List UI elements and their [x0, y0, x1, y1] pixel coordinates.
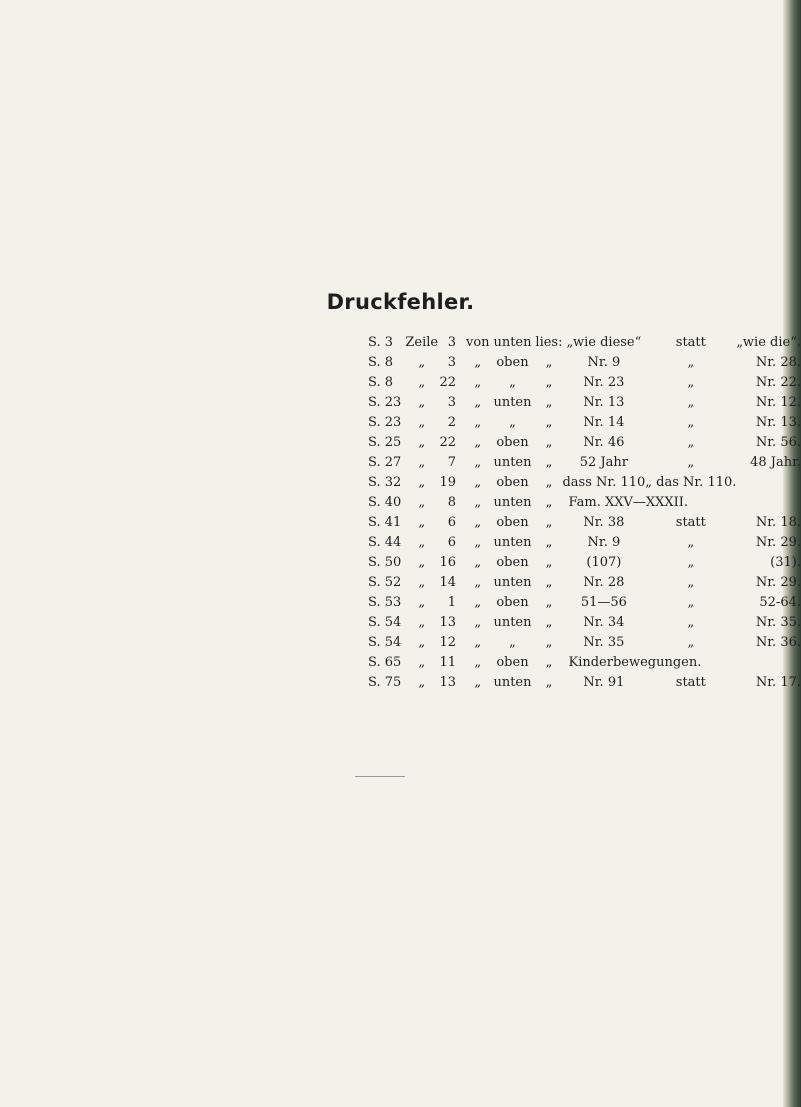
errata-page: S. 23 — [368, 415, 402, 430]
errata-page: S. 54 — [368, 615, 402, 630]
errata-ditto: „ — [418, 435, 426, 450]
errata-ditto: „ — [418, 395, 426, 410]
errata-ditto: „ — [545, 635, 553, 650]
errata-ditto: „ — [418, 355, 426, 370]
errata-line-number: 13 — [439, 675, 456, 690]
errata-ditto: „ — [474, 575, 482, 590]
errata-page: S. 52 — [368, 575, 402, 590]
errata-ditto: „ — [418, 635, 426, 650]
errata-line-number: 19 — [439, 475, 456, 490]
errata-position: unten — [493, 675, 532, 690]
errata-correct-text: (31). — [770, 555, 801, 570]
errata-row — [368, 373, 801, 393]
errata-correct-text: Nr. 17. — [755, 675, 801, 690]
errata-line-number: 22 — [439, 375, 456, 390]
errata-ditto: „ — [687, 595, 695, 610]
errata-ditto: „ — [474, 675, 482, 690]
errata-wrong-text: (107) — [586, 555, 622, 570]
errata-position: unten — [493, 615, 532, 630]
errata-ditto: „ — [474, 455, 482, 470]
errata-correct-text: Nr. 13. — [755, 415, 801, 430]
errata-ditto: „ — [687, 355, 695, 370]
errata-ditto: „ — [687, 635, 695, 650]
errata-correct-text: Nr. 22. — [755, 375, 801, 390]
errata-ditto: „ — [418, 595, 426, 610]
errata-ditto: „ — [474, 555, 482, 570]
errata-page: S. 32 — [368, 475, 402, 490]
errata-row — [368, 353, 801, 373]
errata-position: oben — [496, 355, 529, 370]
errata-correct-text: Nr. 29. — [755, 575, 801, 590]
errata-wrong-text: Nr. 13 — [583, 395, 625, 410]
errata-ditto: „ — [418, 535, 426, 550]
errata-wrong-text: 51—56 — [580, 595, 627, 610]
errata-ditto: statt — [675, 515, 706, 530]
errata-ditto: „ — [687, 415, 695, 430]
errata-row — [368, 573, 801, 593]
errata-row — [368, 513, 801, 533]
errata-ditto: „ — [545, 375, 553, 390]
errata-ditto: „ — [687, 555, 695, 570]
errata-ditto: „ — [545, 535, 553, 550]
errata-ditto: statt — [675, 675, 706, 690]
errata-page: S. 41 — [368, 515, 402, 530]
errata-ditto: „ — [474, 435, 482, 450]
errata-page: S. 75 — [368, 675, 402, 690]
errata-line-number: 6 — [447, 515, 456, 530]
errata-wrong-text: Nr. 9 — [587, 355, 621, 370]
errata-position: oben — [496, 655, 529, 670]
errata-ditto: „ — [474, 515, 482, 530]
page-title: Druckfehler. — [326, 290, 475, 314]
errata-page: S. 44 — [368, 535, 402, 550]
errata-correct-text: Nr. 56. — [755, 435, 801, 450]
errata-correct-text — [736, 473, 801, 493]
errata-wrong-text: Nr. 38 — [583, 515, 625, 530]
errata-ditto: „ — [474, 475, 482, 490]
errata-line-number: 8 — [447, 495, 456, 510]
errata-wrong-text: Nr. 34 — [583, 615, 625, 630]
errata-position: „ — [509, 375, 516, 390]
errata-row — [368, 433, 801, 453]
errata-ditto: „ — [418, 555, 426, 570]
errata-position: unten — [493, 575, 532, 590]
errata-ditto: „ — [545, 655, 553, 670]
errata-ditto: „ — [418, 375, 426, 390]
errata-line-number: 13 — [439, 615, 456, 630]
errata-correct-text: 48 Jahr. — [750, 455, 801, 470]
errata-ditto: „ — [418, 495, 426, 510]
errata-position: unten — [493, 495, 532, 510]
errata-wrong-text: Nr. 23 — [583, 375, 625, 390]
errata-ditto: „ — [545, 435, 553, 450]
errata-row — [368, 493, 801, 513]
errata-ditto: „ — [545, 395, 553, 410]
errata-table — [368, 333, 801, 693]
errata-ditto: „ — [545, 495, 553, 510]
errata-ditto: „ — [474, 615, 482, 630]
errata-ditto: „ — [418, 615, 426, 630]
errata-ditto: „ — [418, 455, 426, 470]
errata-position: oben — [496, 475, 529, 490]
errata-row — [368, 553, 801, 573]
errata-wrong-text: Nr. 9 — [587, 535, 621, 550]
errata-line-number: 3 — [447, 395, 456, 410]
errata-row — [368, 653, 801, 673]
errata-ditto: „ — [687, 375, 695, 390]
errata-line-number: 1 — [447, 595, 456, 610]
errata-page: S. 65 — [368, 655, 402, 670]
errata-ditto: „ — [474, 355, 482, 370]
errata-page: S. 3 — [368, 335, 393, 350]
errata-ditto: „ — [545, 595, 553, 610]
errata-line-number: 11 — [439, 655, 456, 670]
errata-row — [368, 473, 801, 493]
errata-wrong-text: Nr. 91 — [583, 675, 625, 690]
errata-correct-text: Nr. 29. — [755, 535, 801, 550]
errata-ditto: „ — [474, 395, 482, 410]
errata-wrong-text: Nr. 35 — [583, 635, 625, 650]
errata-row — [368, 413, 801, 433]
errata-line-number: 3 — [447, 355, 456, 370]
errata-position: oben — [496, 555, 529, 570]
errata-ditto: „ — [545, 415, 553, 430]
errata-ditto: „ — [418, 475, 426, 490]
errata-wrong-text: Nr. 14 — [583, 415, 625, 430]
errata-position: oben — [496, 435, 529, 450]
errata-ditto: „ — [545, 455, 553, 470]
errata-wrong-text: dass Nr. 110 — [562, 475, 646, 490]
errata-ditto: „ — [687, 535, 695, 550]
errata-correct-text: Nr. 35. — [755, 615, 801, 630]
errata-ditto: „ — [418, 415, 426, 430]
errata-correct-text: Nr. 28. — [755, 355, 801, 370]
errata-page: S. 53 — [368, 595, 402, 610]
errata-ditto: „ das Nr. 110. — [645, 475, 737, 490]
errata-ditto: „ — [545, 555, 553, 570]
errata-ditto: „ — [474, 495, 482, 510]
errata-line-number: 7 — [447, 455, 456, 470]
errata-wrong-text: Nr. 28 — [583, 575, 625, 590]
errata-page: S. 8 — [368, 375, 393, 390]
errata-page: S. 40 — [368, 495, 402, 510]
errata-line-number: 3 — [447, 335, 456, 350]
errata-row — [368, 393, 801, 413]
errata-ditto: „ — [545, 675, 553, 690]
errata-ditto: „ — [545, 575, 553, 590]
errata-line-number: 22 — [439, 435, 456, 450]
errata-ditto: Zeile — [405, 335, 439, 350]
divider-rule — [355, 776, 405, 777]
errata-ditto: „ — [418, 515, 426, 530]
errata-position: unten — [493, 535, 532, 550]
errata-row — [368, 613, 801, 633]
errata-ditto: „ — [687, 575, 695, 590]
errata-ditto: „ — [474, 535, 482, 550]
errata-row — [368, 633, 801, 653]
errata-wrong-text: Nr. 46 — [583, 435, 625, 450]
errata-row — [368, 593, 801, 613]
errata-ditto: „ — [687, 435, 695, 450]
errata-line-number: 14 — [439, 575, 456, 590]
errata-wrong-text: 52 Jahr — [579, 455, 628, 470]
errata-ditto: „ — [687, 615, 695, 630]
errata-ditto: „ — [687, 455, 695, 470]
errata-correct-text: „wie die“. — [736, 335, 801, 350]
errata-ditto: „ — [545, 615, 553, 630]
errata-ditto: „ — [418, 655, 426, 670]
errata-page: S. 8 — [368, 355, 393, 370]
errata-correct-text: 52-64. — [759, 595, 801, 610]
errata-row — [368, 673, 801, 693]
errata-page: S. 50 — [368, 555, 402, 570]
errata-row — [368, 533, 801, 553]
errata-correct-text: Nr. 12. — [755, 395, 801, 410]
errata-ditto: „ — [545, 475, 553, 490]
errata-ditto: „ — [474, 655, 482, 670]
errata-page: S. 25 — [368, 435, 402, 450]
errata-position: „ — [509, 635, 516, 650]
errata-line-number: 16 — [439, 555, 456, 570]
errata-ditto: „ — [474, 375, 482, 390]
errata-position: unten — [493, 455, 532, 470]
errata-row — [368, 453, 801, 473]
errata-page: S. 27 — [368, 455, 402, 470]
errata-correction: Kinderbewegungen. — [568, 655, 702, 670]
errata-ditto: von — [465, 335, 490, 350]
errata-position: „ — [509, 415, 516, 430]
errata-position: oben — [496, 595, 529, 610]
errata-page: S. 54 — [368, 635, 402, 650]
errata-ditto: „ — [687, 395, 695, 410]
errata-position: unten — [493, 335, 532, 350]
errata-ditto: „ — [474, 635, 482, 650]
errata-ditto: „ — [545, 355, 553, 370]
errata-row — [368, 333, 801, 353]
errata-line-number: 12 — [439, 635, 456, 650]
errata-correct-text: Nr. 18. — [755, 515, 801, 530]
errata-wrong-text: „wie diese“ — [566, 335, 642, 350]
errata-ditto: „ — [418, 575, 426, 590]
errata-ditto: statt — [675, 335, 706, 350]
errata-position: unten — [493, 395, 532, 410]
errata-page: S. 23 — [368, 395, 402, 410]
errata-ditto: „ — [545, 515, 553, 530]
errata-ditto: „ — [474, 415, 482, 430]
errata-position: oben — [496, 515, 529, 530]
errata-line-number: 6 — [447, 535, 456, 550]
errata-line-number: 2 — [447, 415, 456, 430]
errata-ditto: „ — [418, 675, 426, 690]
errata-ditto: lies: — [535, 335, 563, 350]
errata-correction: Fam. XXV—XXXII. — [568, 495, 689, 510]
errata-correct-text: Nr. 36. — [755, 635, 801, 650]
errata-ditto: „ — [474, 595, 482, 610]
